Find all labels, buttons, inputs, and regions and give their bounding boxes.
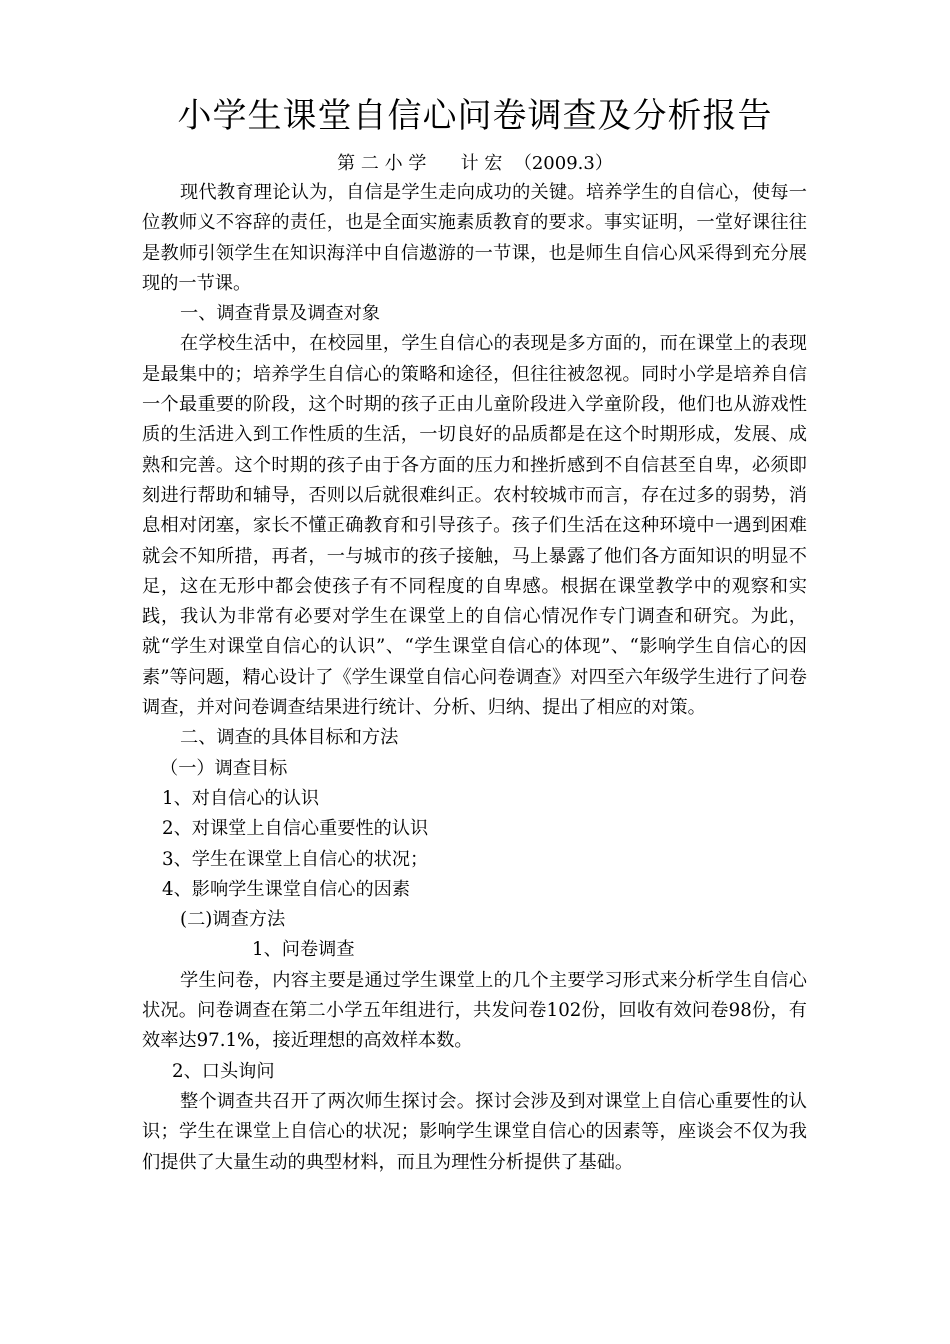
intro-paragraph: 现代教育理论认为，自信是学生走向成功的关键。培养学生的自信心，使每一位教师义不容辞的责任，也是全面实施素质教育的要求。事实证明，一堂好课往往是教师引领学生在知识海洋中自信遨游的一节课，也是师生自信心风采得到充分展现的一节课。 [142, 182, 807, 294]
subheading-methods: (二)调查方法 [180, 909, 286, 931]
method-heading-questionnaire: 1、问卷调查 [252, 939, 355, 961]
goal-item-3: 3、学生在课堂上自信心的状况； [162, 848, 429, 870]
method-heading-interview: 2、口头询问 [172, 1060, 275, 1082]
goal-item-4: 4、影响学生课堂自信心的因素 [162, 878, 411, 900]
section-heading-background: 一、调查背景及调查对象 [180, 303, 381, 325]
document-byline: 第 二 小 学 计 宏 （2009.3） [337, 153, 613, 174]
section-heading-goals-methods: 二、调查的具体目标和方法 [180, 727, 399, 749]
interview-paragraph: 整个调查共召开了两次师生探讨会。探讨会涉及到对课堂上自信心重要性的认识；学生在课堂上自信心的状况；影响学生课堂自信心的因素等，座谈会不仅为我们提供了大量生动的典型材料，而且为理性分析提供了基础。 [142, 1090, 807, 1173]
background-paragraph: 在学校生活中，在校园里，学生自信心的表现是多方面的，而在课堂上的表现是最集中的；培养学生自信心的策略和途径，但往往被忽视。同时小学是培养自信一个最重要的阶段，这个时期的孩子正由儿童阶段进入学童阶段，他们也从游戏性质的生活进入到工作性质的生活，一切良好的品质都是在这个时期形成，发展、成熟和完善。这个时期的孩子由于各方面的压力和挫折感到不自信甚至自卑，必须即刻进行帮助和辅导，否则以后就很难纠正。农村较城市而言，存在过多的弱势，消息相对闭塞，家长不懂正确教育和引导孩子。孩子们生活在这种环境中一遇到困难就会不知所措，再者，一与城市的孩子接触，马上暴露了他们各方面知识的明显不足，这在无形中都会使孩子有不同程度的自卑感。根据在课堂教学中的观察和实践，我认为非常有必要对学生在课堂上的自信心情况作专门调查和研究。为此，就“学生对课堂自信心的认识”、“学生课堂自信心的体现”、“影响学生自信心的因素”等问题，精心设计了《学生课堂自信心问卷调查》对四至六年级学生进行了问卷调查，并对问卷调查结果进行统计、分析、归纳、提出了相应的对策。 [142, 333, 807, 719]
goal-item-1: 1、对自信心的认识 [162, 787, 320, 809]
document-title: 小学生课堂自信心问卷调查及分析报告 [177, 96, 773, 136]
goal-item-2: 2、对课堂上自信心重要性的认识 [162, 818, 429, 840]
document-body [142, 178, 807, 1178]
subheading-goals: （一）调查目标 [160, 757, 288, 779]
questionnaire-paragraph: 学生问卷，内容主要是通过学生课堂上的几个主要学习形式来分析学生自信心状况。问卷调查在第二小学五年组进行，共发问卷102份，回收有效问卷98份，有效率达97.1%，接近理想的高效样本数。 [142, 969, 807, 1052]
